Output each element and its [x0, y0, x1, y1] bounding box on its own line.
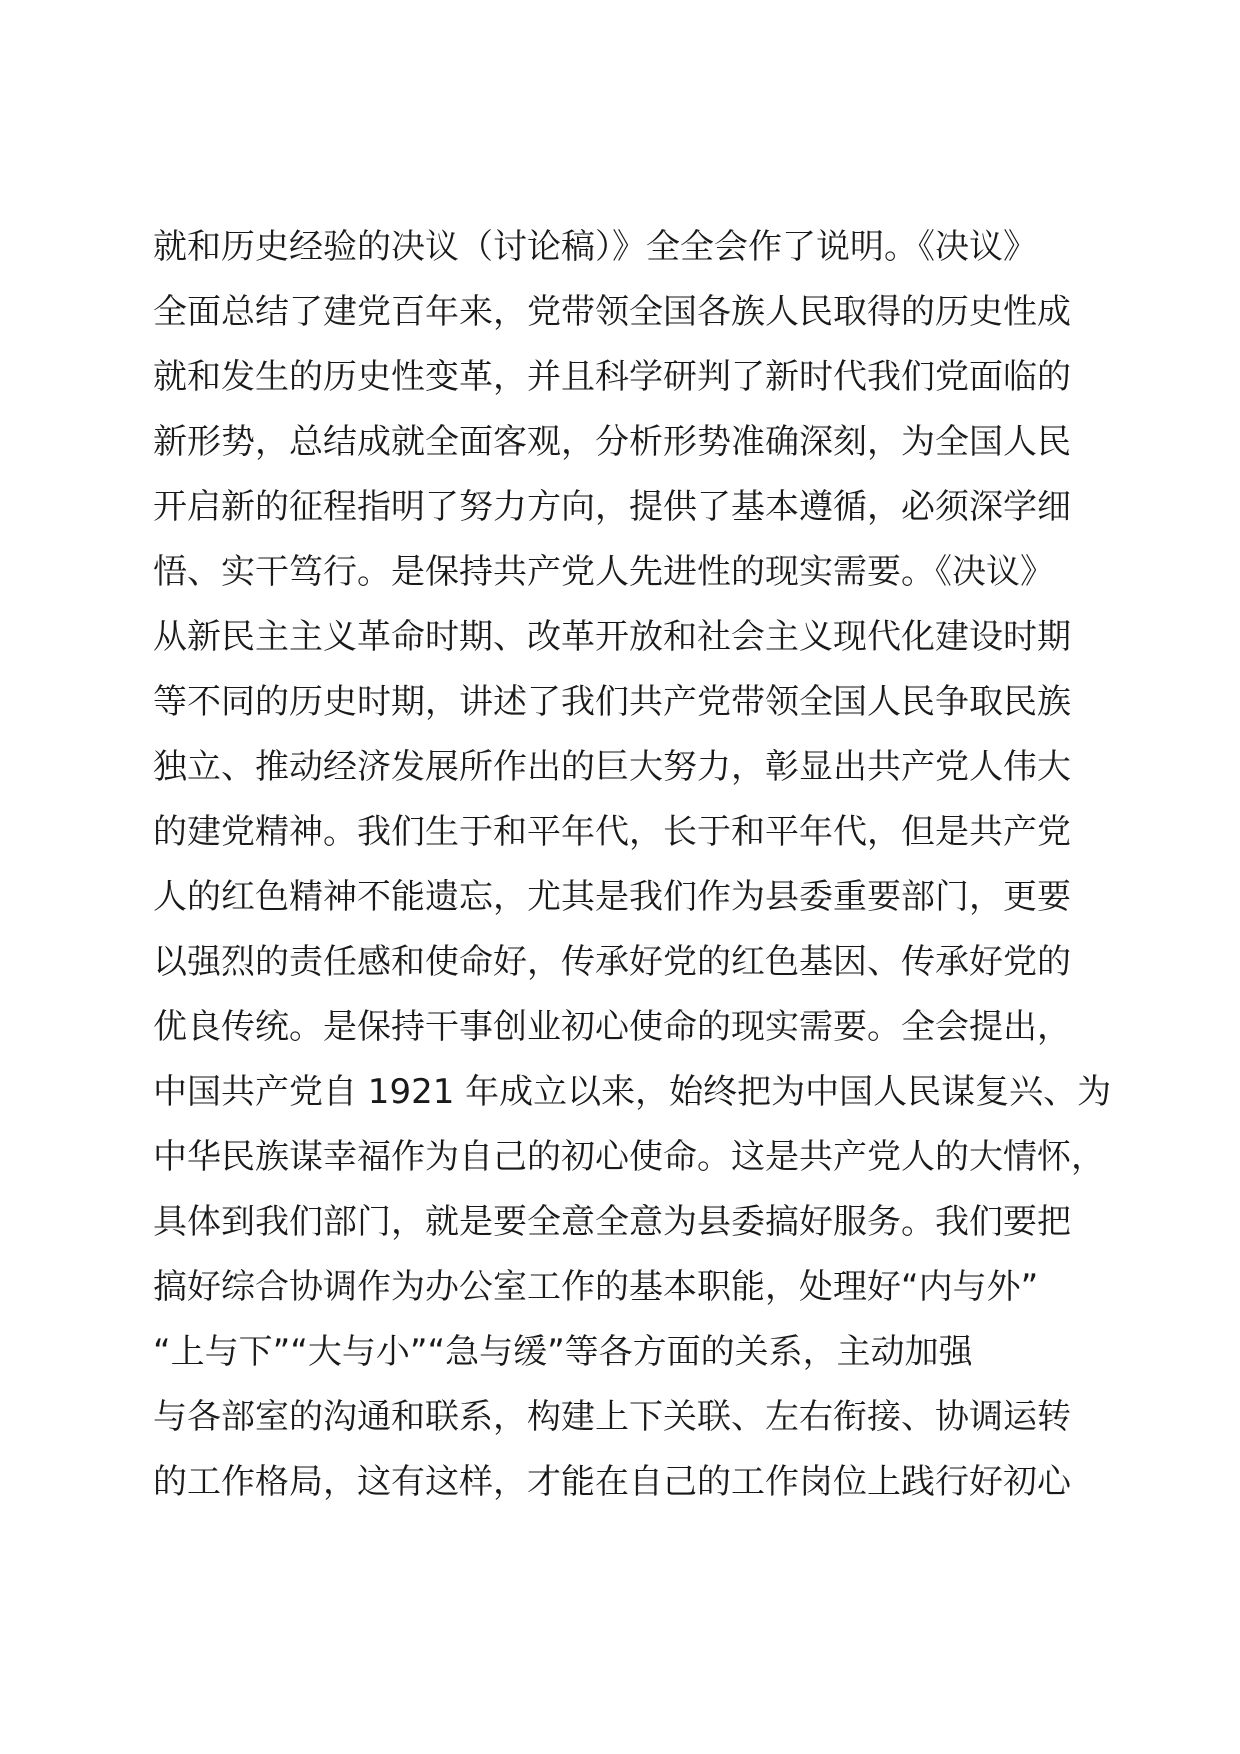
text-line: 从新民主主义革命时期、改革开放和社会主义现代化建设时期 — [153, 617, 1071, 657]
text-line: 等不同的历史时期，讲述了我们共产党带领全国人民争取民族 — [153, 682, 1071, 722]
text-line: 开启新的征程指明了努力方向，提供了基本遵循，必须深学细 — [153, 487, 1071, 527]
text-line: 与各部室的沟通和联系，构建上下关联、左右衔接、协调运转 — [153, 1397, 1071, 1437]
text-line: 中国共产党自 1921 年成立以来，始终把为中国人民谋复兴、为 — [153, 1072, 1112, 1112]
text-line: 的建党精神。我们生于和平年代，长于和平年代，但是共产党 — [153, 812, 1071, 852]
text-line: 独立、推动经济发展所作出的巨大努力，彰显出共产党人伟大 — [153, 747, 1071, 787]
text-line: 优良传统。是保持干事创业初心使命的现实需要。全会提出， — [153, 1007, 1071, 1047]
text-line: 就和历史经验的决议（讨论稿）》全全会作了说明。《决议》 — [153, 227, 1037, 267]
text-line: 人的红色精神不能遗忘，尤其是我们作为县委重要部门，更要 — [153, 877, 1071, 917]
text-line: 全面总结了建党百年来，党带领全国各族人民取得的历史性成 — [153, 292, 1071, 332]
text-line: 新形势，总结成就全面客观，分析形势准确深刻，为全国人民 — [153, 422, 1071, 462]
text-line: “上与下”“大与小”“急与缓”等各方面的关系，主动加强 — [153, 1332, 973, 1372]
text-line: 中华民族谋幸福作为自己的初心使命。这是共产党人的大情怀， — [153, 1137, 1105, 1177]
text-line: 具体到我们部门，就是要全意全意为县委搞好服务。我们要把 — [153, 1202, 1071, 1242]
text-line: 以强烈的责任感和使命好，传承好党的红色基因、传承好党的 — [153, 942, 1071, 982]
text-line: 悟、实干笃行。是保持共产党人先进性的现实需要。《决议》 — [153, 552, 1054, 592]
text-line: 的工作格局，这有这样，才能在自己的工作岗位上践行好初心 — [153, 1462, 1071, 1502]
body-text — [153, 215, 1113, 1515]
text-line: 搞好综合协调作为办公室工作的基本职能，处理好“内与外” — [153, 1267, 1039, 1307]
text-line: 就和发生的历史性变革，并且科学研判了新时代我们党面临的 — [153, 357, 1071, 397]
